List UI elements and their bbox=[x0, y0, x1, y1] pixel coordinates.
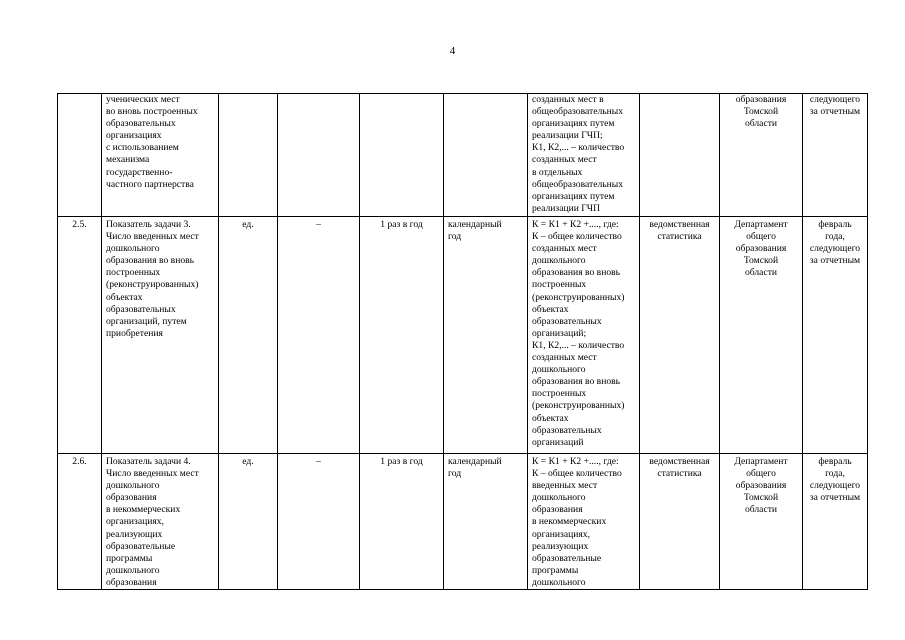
row-number: 2.5. bbox=[58, 217, 102, 454]
indicators-table bbox=[57, 93, 868, 590]
deadline: февраль года, следующего за отчетным bbox=[803, 454, 868, 590]
unit-of-measure: ед. bbox=[219, 217, 278, 454]
data-source: ведомственная статистика bbox=[640, 454, 720, 590]
row-number: 2.6. bbox=[58, 454, 102, 590]
unit-of-measure: ед. bbox=[219, 454, 278, 590]
time-characteristic bbox=[444, 94, 528, 217]
responsible-body: Департамент общего образования Томской области bbox=[720, 217, 803, 454]
indicator-name: Показатель задачи 4. Число введенных мест дошкольного образования в некоммерческих организациях, реализующих образовательные программы дошкольного образования bbox=[102, 454, 219, 590]
calculation-formula: созданных мест в общеобразовательных организациях путем реализации ГЧП; К1, К2,... – количество созданных мест в отдельных общеобразовательных организациях путем реализации ГЧП bbox=[528, 94, 640, 217]
time-characteristic: календарный год bbox=[444, 454, 528, 590]
calculation-formula: К = К1 + К2 +...., где: К – общее количество введенных мест дошкольного образования в некоммерческих организациях, реализующих образовательные программы дошкольного bbox=[528, 454, 640, 590]
table-row bbox=[58, 217, 868, 454]
periodicity: 1 раз в год bbox=[360, 217, 444, 454]
indicator-type bbox=[278, 94, 360, 217]
calculation-formula: К = К1 + К2 +...., где: К – общее количество созданных мест дошкольного образования во вновь построенных (реконструированных) объектах образовательных организаций; К1, К2,... – количество созданных мест дошкольного образования во вновь построенных (реконструированных) объектах образовательных организаций bbox=[528, 217, 640, 454]
indicator-type: – bbox=[278, 217, 360, 454]
data-source bbox=[640, 94, 720, 217]
indicator-name: Показатель задачи 3. Число введенных мест дошкольного образования во вновь построенных (реконструированных) объектах образовательных организаций, путем приобретения bbox=[102, 217, 219, 454]
indicator-type: – bbox=[278, 454, 360, 590]
row-number bbox=[58, 94, 102, 217]
table-row bbox=[58, 454, 868, 590]
responsible-body: образования Томской области bbox=[720, 94, 803, 217]
deadline: следующего за отчетным bbox=[803, 94, 868, 217]
deadline: февраль года, следующего за отчетным bbox=[803, 217, 868, 454]
page-number: 4 bbox=[449, 45, 456, 57]
table-row bbox=[58, 94, 868, 217]
periodicity bbox=[360, 94, 444, 217]
indicator-name: ученических мест во вновь построенных образовательных организациях с использованием механизма государственно- частного партнерства bbox=[102, 94, 219, 217]
responsible-body: Департамент общего образования Томской области bbox=[720, 454, 803, 590]
unit-of-measure bbox=[219, 94, 278, 217]
periodicity: 1 раз в год bbox=[360, 454, 444, 590]
time-characteristic: календарный год bbox=[444, 217, 528, 454]
data-source: ведомственная статистика bbox=[640, 217, 720, 454]
